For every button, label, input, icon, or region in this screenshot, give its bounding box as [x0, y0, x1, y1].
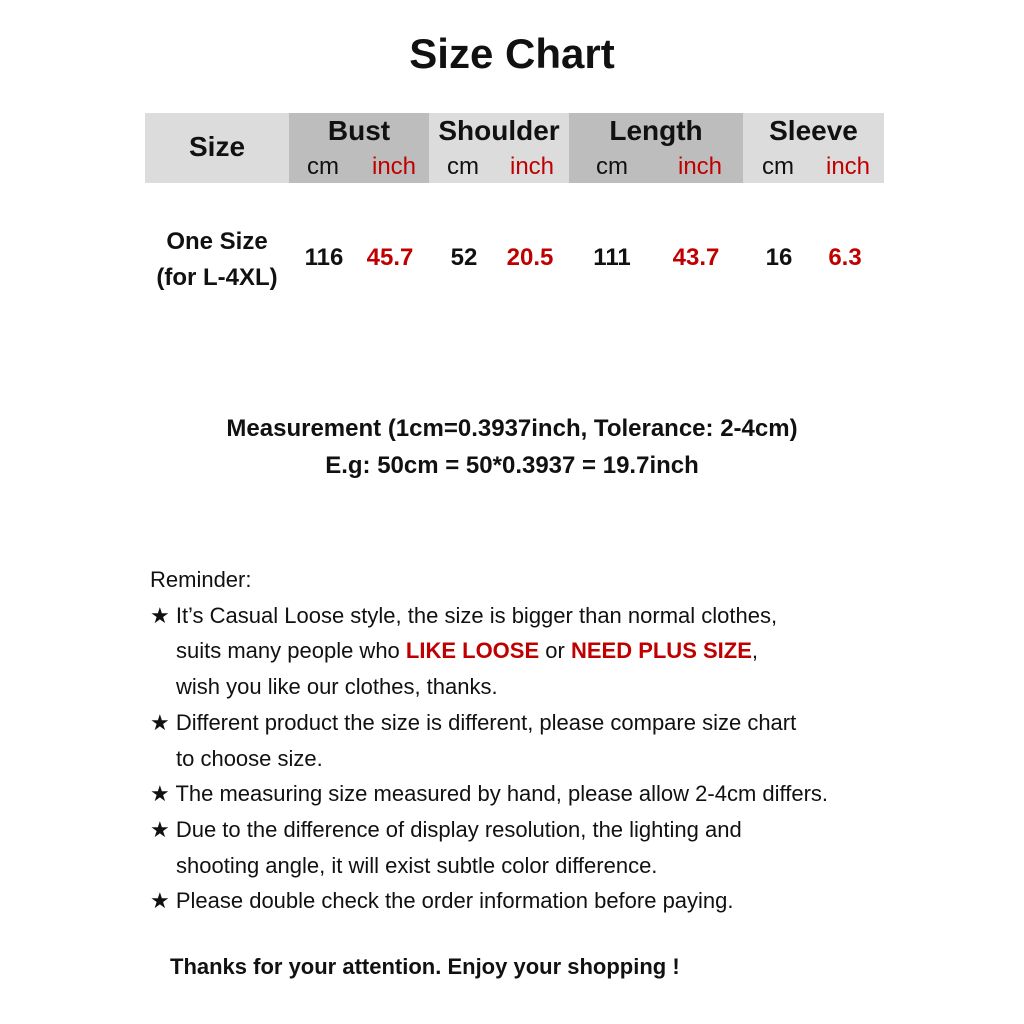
- reminder-heading: Reminder:: [150, 567, 252, 592]
- reminder-item1-text-b: or: [539, 638, 571, 664]
- shoulder-inch-value: 20.5: [506, 244, 554, 271]
- reminder-item1-line1: ★ It’s Casual Loose style, the size is bigger than normal clothes,: [150, 602, 778, 628]
- measurement-line2: E.g: 50cm = 50*0.3937 = 19.7inch: [325, 452, 699, 479]
- row-label: [145, 224, 289, 296]
- sleeve-cm-value: 16: [765, 244, 793, 271]
- sleeve-unit-inch: inch: [825, 153, 871, 180]
- sleeve-header-cell: [743, 113, 884, 183]
- length-unit-inch: inch: [677, 153, 723, 180]
- bust-unit-cm: cm: [307, 153, 339, 180]
- bust-cm-value: 116: [304, 244, 344, 271]
- page-title: Size Chart: [409, 30, 615, 77]
- size-header-label: Size: [188, 131, 246, 162]
- length-header-cell: [569, 113, 743, 183]
- bust-unit-inch: inch: [371, 153, 417, 180]
- sleeve-header-label: Sleeve: [769, 115, 858, 146]
- bust-header-label: Bust: [327, 115, 391, 146]
- bust-header-cell: [289, 113, 429, 183]
- reminder-item2-line2: to choose size.: [176, 745, 323, 771]
- sleeve-unit-cm: cm: [762, 153, 794, 180]
- size-header-cell: [145, 113, 289, 183]
- sleeve-inch-value: 6.3: [828, 244, 862, 271]
- reminder-item5-line1: ★ Please double check the order information before paying.: [150, 888, 734, 914]
- length-inch-value: 43.7: [672, 244, 720, 271]
- reminder-item2-line1: ★ Different product the size is different, please compare size chart: [150, 709, 797, 735]
- like-loose-highlight: LIKE LOOSE: [405, 638, 540, 664]
- reminder-item1-text-c: ,: [751, 638, 758, 664]
- shoulder-header-cell: [429, 113, 569, 183]
- shoulder-unit-inch: inch: [509, 153, 555, 180]
- length-cm-value: 111: [593, 244, 631, 271]
- reminder-block: [150, 562, 828, 919]
- shoulder-unit-cm: cm: [447, 153, 479, 180]
- length-unit-cm: cm: [596, 153, 628, 180]
- reminder-item4-line2: shooting angle, it will exist subtle color difference.: [176, 852, 658, 878]
- reminder-item1-text-a: suits many people who: [176, 638, 406, 664]
- bust-inch-value: 45.7: [366, 244, 414, 271]
- reminder-item1-line3: wish you like our clothes, thanks.: [176, 674, 498, 700]
- row-label-line2: (for L-4XL): [156, 264, 278, 291]
- reminder-item1-line2: [150, 633, 828, 669]
- need-plus-size-highlight: NEED PLUS SIZE: [570, 638, 752, 664]
- measurement-line1: Measurement (1cm=0.3937inch, Tolerance: 2-4cm): [226, 415, 798, 442]
- reminder-item3-line1: ★ The measuring size measured by hand, please allow 2-4cm differs.: [150, 781, 829, 807]
- row-label-line1: One Size: [166, 228, 268, 255]
- reminder-item4-line1: ★ Due to the difference of display resolution, the lighting and: [150, 816, 742, 842]
- thanks-message: Thanks for your attention. Enjoy your shopping !: [170, 954, 680, 979]
- shoulder-header-label: Shoulder: [438, 115, 560, 146]
- shoulder-cm-value: 52: [450, 244, 478, 271]
- length-header-label: Length: [609, 115, 703, 146]
